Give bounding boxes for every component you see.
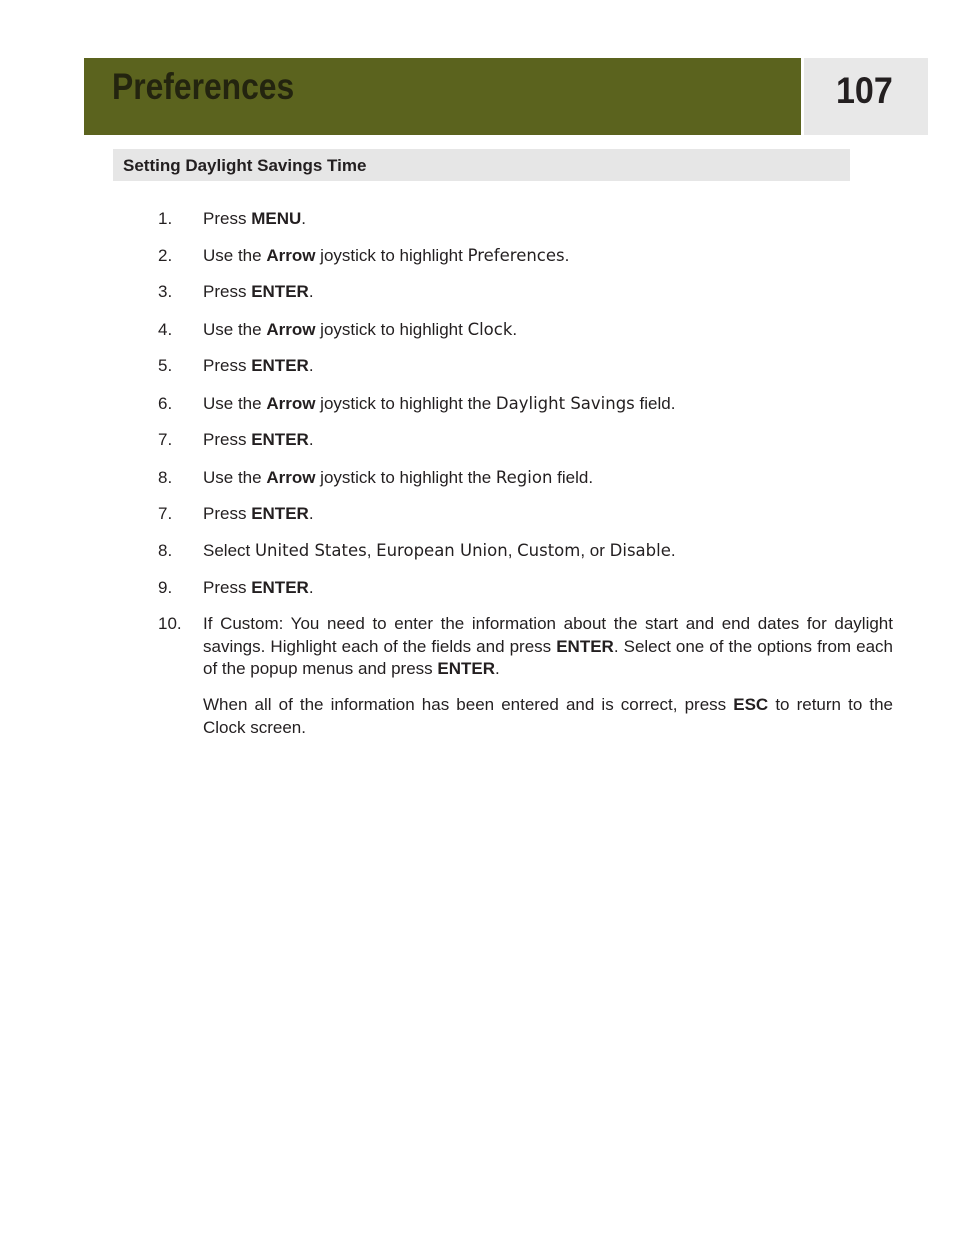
step-number: 10. <box>158 614 182 633</box>
step-text: Press MENU. <box>203 209 306 228</box>
step-text: Use the Arrow joystick to highlight the Daylight Savings field. <box>203 394 676 413</box>
step-text: Press ENTER. <box>203 578 314 597</box>
step-text: Select United States, European Union, Custom, or Disable. <box>203 541 676 560</box>
step-number: 8. <box>158 468 173 487</box>
step-number: 2. <box>158 246 173 265</box>
step-text: Press ENTER. <box>203 430 314 449</box>
step-number: 5. <box>158 356 173 375</box>
page-number: 107 <box>836 70 893 111</box>
chapter-title: Preferences <box>112 66 295 107</box>
step-number: 4. <box>158 320 173 339</box>
step-text: Press ENTER. <box>203 504 314 523</box>
step-text: If Custom: You need to enter the information about the start and end dates for daylight savings. Highlight each of the fields and press ENTER. Select one of the options from each of the popup menus and press ENTER. <box>203 614 893 678</box>
closing-paragraph: When all of the information has been entered and is correct, press ESC to return to the Clock screen. <box>203 695 893 737</box>
step-text: Use the Arrow joystick to highlight Clock. <box>203 320 518 339</box>
step-text: Press ENTER. <box>203 282 314 301</box>
step-text: Press ENTER. <box>203 356 314 375</box>
step-number: 3. <box>158 282 173 301</box>
step-number: 8. <box>158 541 173 560</box>
step-number: 6. <box>158 394 173 413</box>
step-number: 7. <box>158 504 173 523</box>
step-number: 9. <box>158 578 173 597</box>
step-text: Use the Arrow joystick to highlight the Region field. <box>203 468 594 487</box>
step-number: 7. <box>158 430 173 449</box>
step-number: 1. <box>158 209 173 228</box>
section-heading: Setting Daylight Savings Time <box>123 156 367 175</box>
step-text: Use the Arrow joystick to highlight Preferences. <box>203 246 570 265</box>
